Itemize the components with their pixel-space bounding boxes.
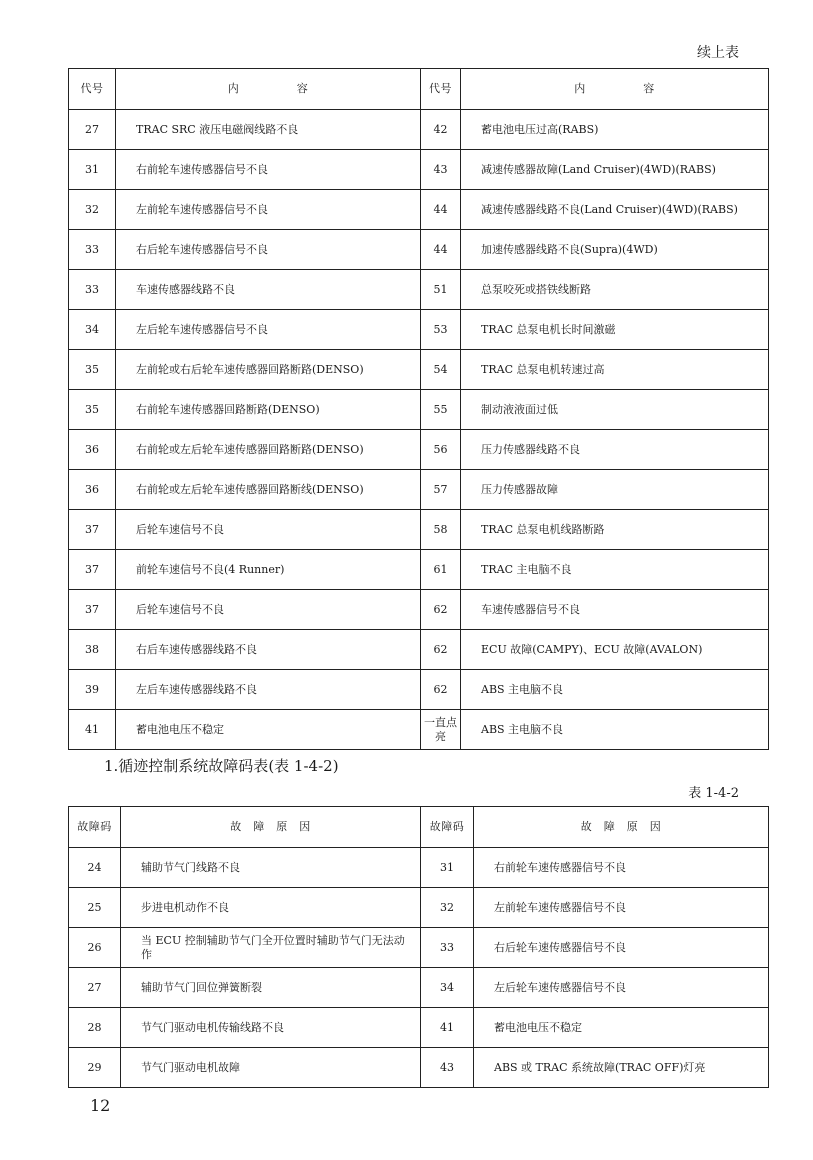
description-cell: 辅助节气门回位弹簧断裂 (121, 968, 421, 1008)
continued-label: 续上表 (697, 45, 739, 61)
description-cell: 压力传感器故障 (461, 470, 769, 510)
description-cell: 减速传感器故障(Land Cruiser)(4WD)(RABS) (461, 150, 769, 190)
table-row (69, 888, 769, 928)
code-cell: 34 (69, 310, 116, 350)
description-cell: 当 ECU 控制辅助节气门全开位置时辅助节气门无法动作 (121, 928, 421, 968)
code-cell: 58 (421, 510, 461, 550)
table-row (69, 430, 769, 470)
description-cell: 左前轮或右后轮车速传感器回路断路(DENSO) (116, 350, 421, 390)
traction-control-code-table (68, 806, 769, 1088)
description-cell: 步进电机动作不良 (121, 888, 421, 928)
code-cell: 39 (69, 670, 116, 710)
code-cell: 31 (69, 150, 116, 190)
code-cell: 36 (69, 430, 116, 470)
table-row (69, 190, 769, 230)
header-content: 故 障 原 因 (474, 807, 769, 848)
description-cell: TRAC 总泵电机转速过高 (461, 350, 769, 390)
description-cell: 辅助节气门线路不良 (121, 848, 421, 888)
code-cell: 62 (421, 670, 461, 710)
description-cell: 车速传感器线路不良 (116, 270, 421, 310)
description-cell: 左前轮车速传感器信号不良 (474, 888, 769, 928)
code-cell: 29 (69, 1048, 121, 1088)
code-cell: 55 (421, 390, 461, 430)
description-cell: 左后轮车速传感器信号不良 (474, 968, 769, 1008)
code-cell: 33 (69, 270, 116, 310)
code-cell: 33 (69, 230, 116, 270)
description-cell: 右前轮车速传感器信号不良 (116, 150, 421, 190)
header-code: 代号 (421, 69, 461, 110)
code-cell: 33 (421, 928, 474, 968)
section-title: 1.循迹控制系统故障码表(表 1-4-2) (104, 757, 339, 775)
table-row (69, 270, 769, 310)
code-cell: 43 (421, 1048, 474, 1088)
table-header-row (69, 69, 769, 110)
description-cell: ABS 主电脑不良 (461, 670, 769, 710)
description-cell: 右前轮车速传感器回路断路(DENSO) (116, 390, 421, 430)
code-cell: 35 (69, 390, 116, 430)
code-cell: 38 (69, 630, 116, 670)
code-cell: 41 (69, 710, 116, 750)
table-label: 表 1-4-2 (688, 786, 739, 801)
description-cell: TRAC SRC 液压电磁阀线路不良 (116, 110, 421, 150)
description-cell: 左后轮车速传感器信号不良 (116, 310, 421, 350)
table-row (69, 928, 769, 968)
table-row (69, 510, 769, 550)
description-cell: 减速传感器线路不良(Land Cruiser)(4WD)(RABS) (461, 190, 769, 230)
trouble-code-table-continued (68, 68, 769, 750)
code-cell: 44 (421, 230, 461, 270)
description-cell: 蓄电池电压过高(RABS) (461, 110, 769, 150)
code-cell: 37 (69, 590, 116, 630)
table-row (69, 390, 769, 430)
description-cell: 右后车速传感器线路不良 (116, 630, 421, 670)
code-cell: 54 (421, 350, 461, 390)
description-cell: 节气门驱动电机传输线路不良 (121, 1008, 421, 1048)
table-row (69, 1048, 769, 1088)
table-row (69, 310, 769, 350)
code-cell: 31 (421, 848, 474, 888)
description-cell: 左前轮车速传感器信号不良 (116, 190, 421, 230)
description-cell: 蓄电池电压不稳定 (474, 1008, 769, 1048)
code-cell: 56 (421, 430, 461, 470)
table-row (69, 550, 769, 590)
description-cell: 右后轮车速传感器信号不良 (116, 230, 421, 270)
description-cell: 右后轮车速传感器信号不良 (474, 928, 769, 968)
code-cell: 61 (421, 550, 461, 590)
description-cell: 后轮车速信号不良 (116, 510, 421, 550)
description-cell: 右前轮或左后轮车速传感器回路断线(DENSO) (116, 470, 421, 510)
code-cell: 51 (421, 270, 461, 310)
code-cell: 27 (69, 110, 116, 150)
description-cell: 节气门驱动电机故障 (121, 1048, 421, 1088)
description-cell: 车速传感器信号不良 (461, 590, 769, 630)
code-cell: 一直点亮 (421, 710, 461, 750)
table-row (69, 150, 769, 190)
header-code: 代号 (69, 69, 116, 110)
code-cell: 62 (421, 590, 461, 630)
header-code: 故障码 (69, 807, 121, 848)
table-row (69, 848, 769, 888)
header-content: 故 障 原 因 (121, 807, 421, 848)
code-cell: 43 (421, 150, 461, 190)
code-cell: 24 (69, 848, 121, 888)
code-cell: 37 (69, 510, 116, 550)
code-cell: 41 (421, 1008, 474, 1048)
description-cell: TRAC 总泵电机长时间激磁 (461, 310, 769, 350)
table-row (69, 710, 769, 750)
description-cell: ABS 或 TRAC 系统故障(TRAC OFF)灯亮 (474, 1048, 769, 1088)
description-cell: 前轮车速信号不良(4 Runner) (116, 550, 421, 590)
table-header-row (69, 807, 769, 848)
code-cell: 42 (421, 110, 461, 150)
code-cell: 36 (69, 470, 116, 510)
code-cell: 57 (421, 470, 461, 510)
code-cell: 26 (69, 928, 121, 968)
table-row (69, 110, 769, 150)
description-cell: 左后车速传感器线路不良 (116, 670, 421, 710)
table-row (69, 590, 769, 630)
header-content: 内 容 (116, 69, 421, 110)
code-cell: 44 (421, 190, 461, 230)
description-cell: 后轮车速信号不良 (116, 590, 421, 630)
table-row (69, 230, 769, 270)
description-cell: 制动液液面过低 (461, 390, 769, 430)
table-row (69, 350, 769, 390)
table-row (69, 670, 769, 710)
code-cell: 32 (69, 190, 116, 230)
description-cell: 右前轮车速传感器信号不良 (474, 848, 769, 888)
table-row (69, 470, 769, 510)
description-cell: 压力传感器线路不良 (461, 430, 769, 470)
code-cell: 25 (69, 888, 121, 928)
description-cell: TRAC 总泵电机线路断路 (461, 510, 769, 550)
code-cell: 34 (421, 968, 474, 1008)
code-cell: 62 (421, 630, 461, 670)
description-cell: ECU 故障(CAMPY)、ECU 故障(AVALON) (461, 630, 769, 670)
table-row (69, 1008, 769, 1048)
header-content: 内 容 (461, 69, 769, 110)
code-cell: 27 (69, 968, 121, 1008)
code-cell: 35 (69, 350, 116, 390)
description-cell: 总泵咬死或搭铁线断路 (461, 270, 769, 310)
code-cell: 28 (69, 1008, 121, 1048)
description-cell: TRAC 主电脑不良 (461, 550, 769, 590)
code-cell: 32 (421, 888, 474, 928)
table-row (69, 630, 769, 670)
description-cell: ABS 主电脑不良 (461, 710, 769, 750)
code-cell: 37 (69, 550, 116, 590)
header-code: 故障码 (421, 807, 474, 848)
description-cell: 加速传感器线路不良(Supra)(4WD) (461, 230, 769, 270)
code-cell: 53 (421, 310, 461, 350)
description-cell: 右前轮或左后轮车速传感器回路断路(DENSO) (116, 430, 421, 470)
page-number: 12 (90, 1096, 111, 1115)
description-cell: 蓄电池电压不稳定 (116, 710, 421, 750)
table-row (69, 968, 769, 1008)
